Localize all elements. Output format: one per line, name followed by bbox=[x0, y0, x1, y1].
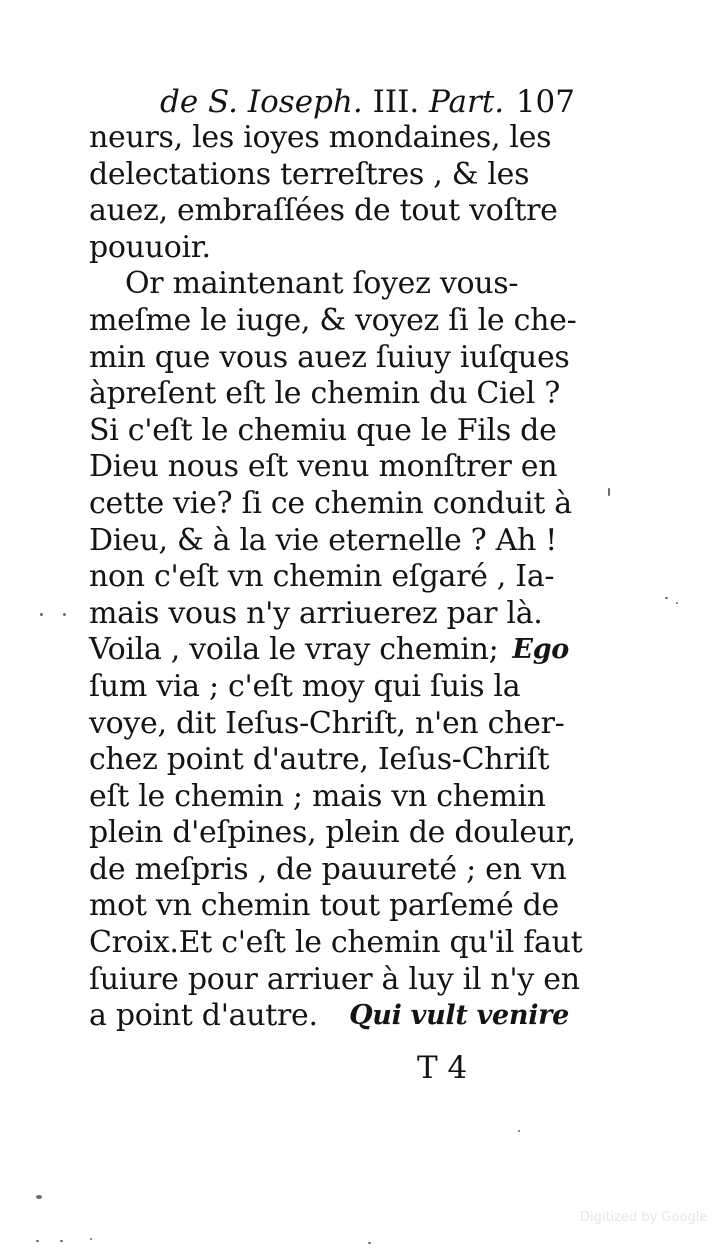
part-numeral: III. bbox=[372, 84, 420, 120]
text-line bbox=[89, 302, 577, 340]
text-line-content: plein d'eſpines, plein de douleur, bbox=[89, 815, 576, 851]
text-line-content: non c'eſt vn chemin eſgaré , Ia- bbox=[89, 559, 555, 595]
scan-speck bbox=[665, 597, 668, 599]
text-line bbox=[89, 669, 569, 706]
text-line-content: chez point d'autre, Ieſus-Chriſt bbox=[89, 742, 550, 778]
catchword: Qui vult venire bbox=[349, 1000, 569, 1032]
text-line bbox=[89, 266, 569, 303]
scan-speck bbox=[90, 1238, 92, 1240]
text-line bbox=[89, 888, 569, 925]
scan-speck bbox=[518, 1130, 520, 1132]
text-line bbox=[89, 485, 572, 523]
body-text bbox=[89, 120, 583, 1035]
text-line-content: Or maintenant ſoyez vous- bbox=[125, 266, 519, 302]
part-label: Part. bbox=[429, 84, 505, 120]
text-line-content: ſum via ; c'eſt moy qui ſuis la bbox=[89, 668, 521, 704]
text-line bbox=[89, 706, 569, 743]
text-line-content: cette vie? ſi ce chemin conduit à bbox=[89, 485, 572, 521]
text-line bbox=[89, 340, 569, 377]
text-line bbox=[89, 596, 569, 633]
scan-speck bbox=[368, 1242, 371, 1244]
text-line-content: àpreſent eſt le chemin du Ciel ? bbox=[89, 376, 561, 412]
text-line-content: auez, embraſſées de tout voſtre bbox=[89, 193, 558, 229]
text-line-content: Voila , voila le vray chemin; bbox=[89, 632, 499, 668]
text-line-content: voye, dit Ieſus-Chriſt, n'en cher- bbox=[89, 705, 565, 741]
running-title bbox=[160, 84, 504, 120]
scan-speck bbox=[608, 488, 610, 496]
text-line bbox=[89, 523, 569, 560]
text-line-content: meſme le iuge, & voyez ſi le che- bbox=[89, 302, 577, 338]
text-line-content: a point d'autre. bbox=[89, 998, 318, 1034]
text-line bbox=[89, 559, 569, 596]
text-line bbox=[89, 230, 569, 267]
running-title-text: de S. Ioseph. bbox=[160, 84, 363, 120]
watermark: Digitized by Google bbox=[580, 1210, 708, 1225]
scan-speck bbox=[40, 613, 43, 616]
scan-speck bbox=[63, 613, 66, 616]
text-line-content: min que vous auez ſuiuy iuſques bbox=[89, 339, 570, 375]
text-line bbox=[89, 742, 569, 779]
text-line bbox=[89, 815, 576, 852]
text-line bbox=[89, 413, 569, 450]
text-line-content: eſt le chemin ; mais vn chemin bbox=[89, 778, 546, 814]
text-line bbox=[89, 632, 569, 669]
text-line-content: mot vn chemin tout parſemé de bbox=[89, 888, 559, 924]
scan-speck bbox=[36, 1195, 42, 1199]
text-line bbox=[89, 925, 583, 962]
text-line-content: neurs, les ioyes mondaines, les bbox=[89, 120, 552, 155]
text-line-content: pouuoir. bbox=[89, 229, 211, 265]
text-line-content: Si c'eſt le chemiu que le Fils de bbox=[89, 412, 557, 448]
latin-quote: Ego bbox=[512, 634, 569, 666]
text-line bbox=[89, 779, 569, 816]
running-header bbox=[160, 82, 575, 122]
scan-speck bbox=[676, 602, 678, 604]
scan-speck bbox=[60, 1240, 63, 1242]
text-line-content: Croix.Et c'eſt le chemin qu'il faut bbox=[89, 925, 583, 961]
text-line-content: de meſpris , de pauureté ; en vn bbox=[89, 851, 567, 887]
text-line-content: delectations terreſtres , & les bbox=[89, 156, 530, 192]
text-line bbox=[89, 961, 580, 999]
text-line bbox=[89, 852, 569, 889]
text-line-content: ſuiure pour arriuer à luy il n'y en bbox=[89, 961, 580, 997]
text-line bbox=[89, 449, 569, 486]
scan-speck bbox=[36, 1240, 39, 1242]
text-line bbox=[89, 157, 569, 194]
text-line-content: Dieu nous eſt venu monſtrer en bbox=[89, 449, 558, 485]
text-line-content: Dieu, & à la vie eternelle ? Ah ! bbox=[89, 522, 558, 558]
text-line bbox=[89, 998, 569, 1035]
text-line bbox=[89, 193, 569, 230]
text-line bbox=[89, 120, 569, 157]
text-line-content: mais vous n'y arriuerez par là. bbox=[89, 595, 543, 631]
page-number: 107 bbox=[515, 84, 575, 120]
signature-mark: T 4 bbox=[417, 1050, 468, 1086]
text-line bbox=[89, 376, 569, 413]
